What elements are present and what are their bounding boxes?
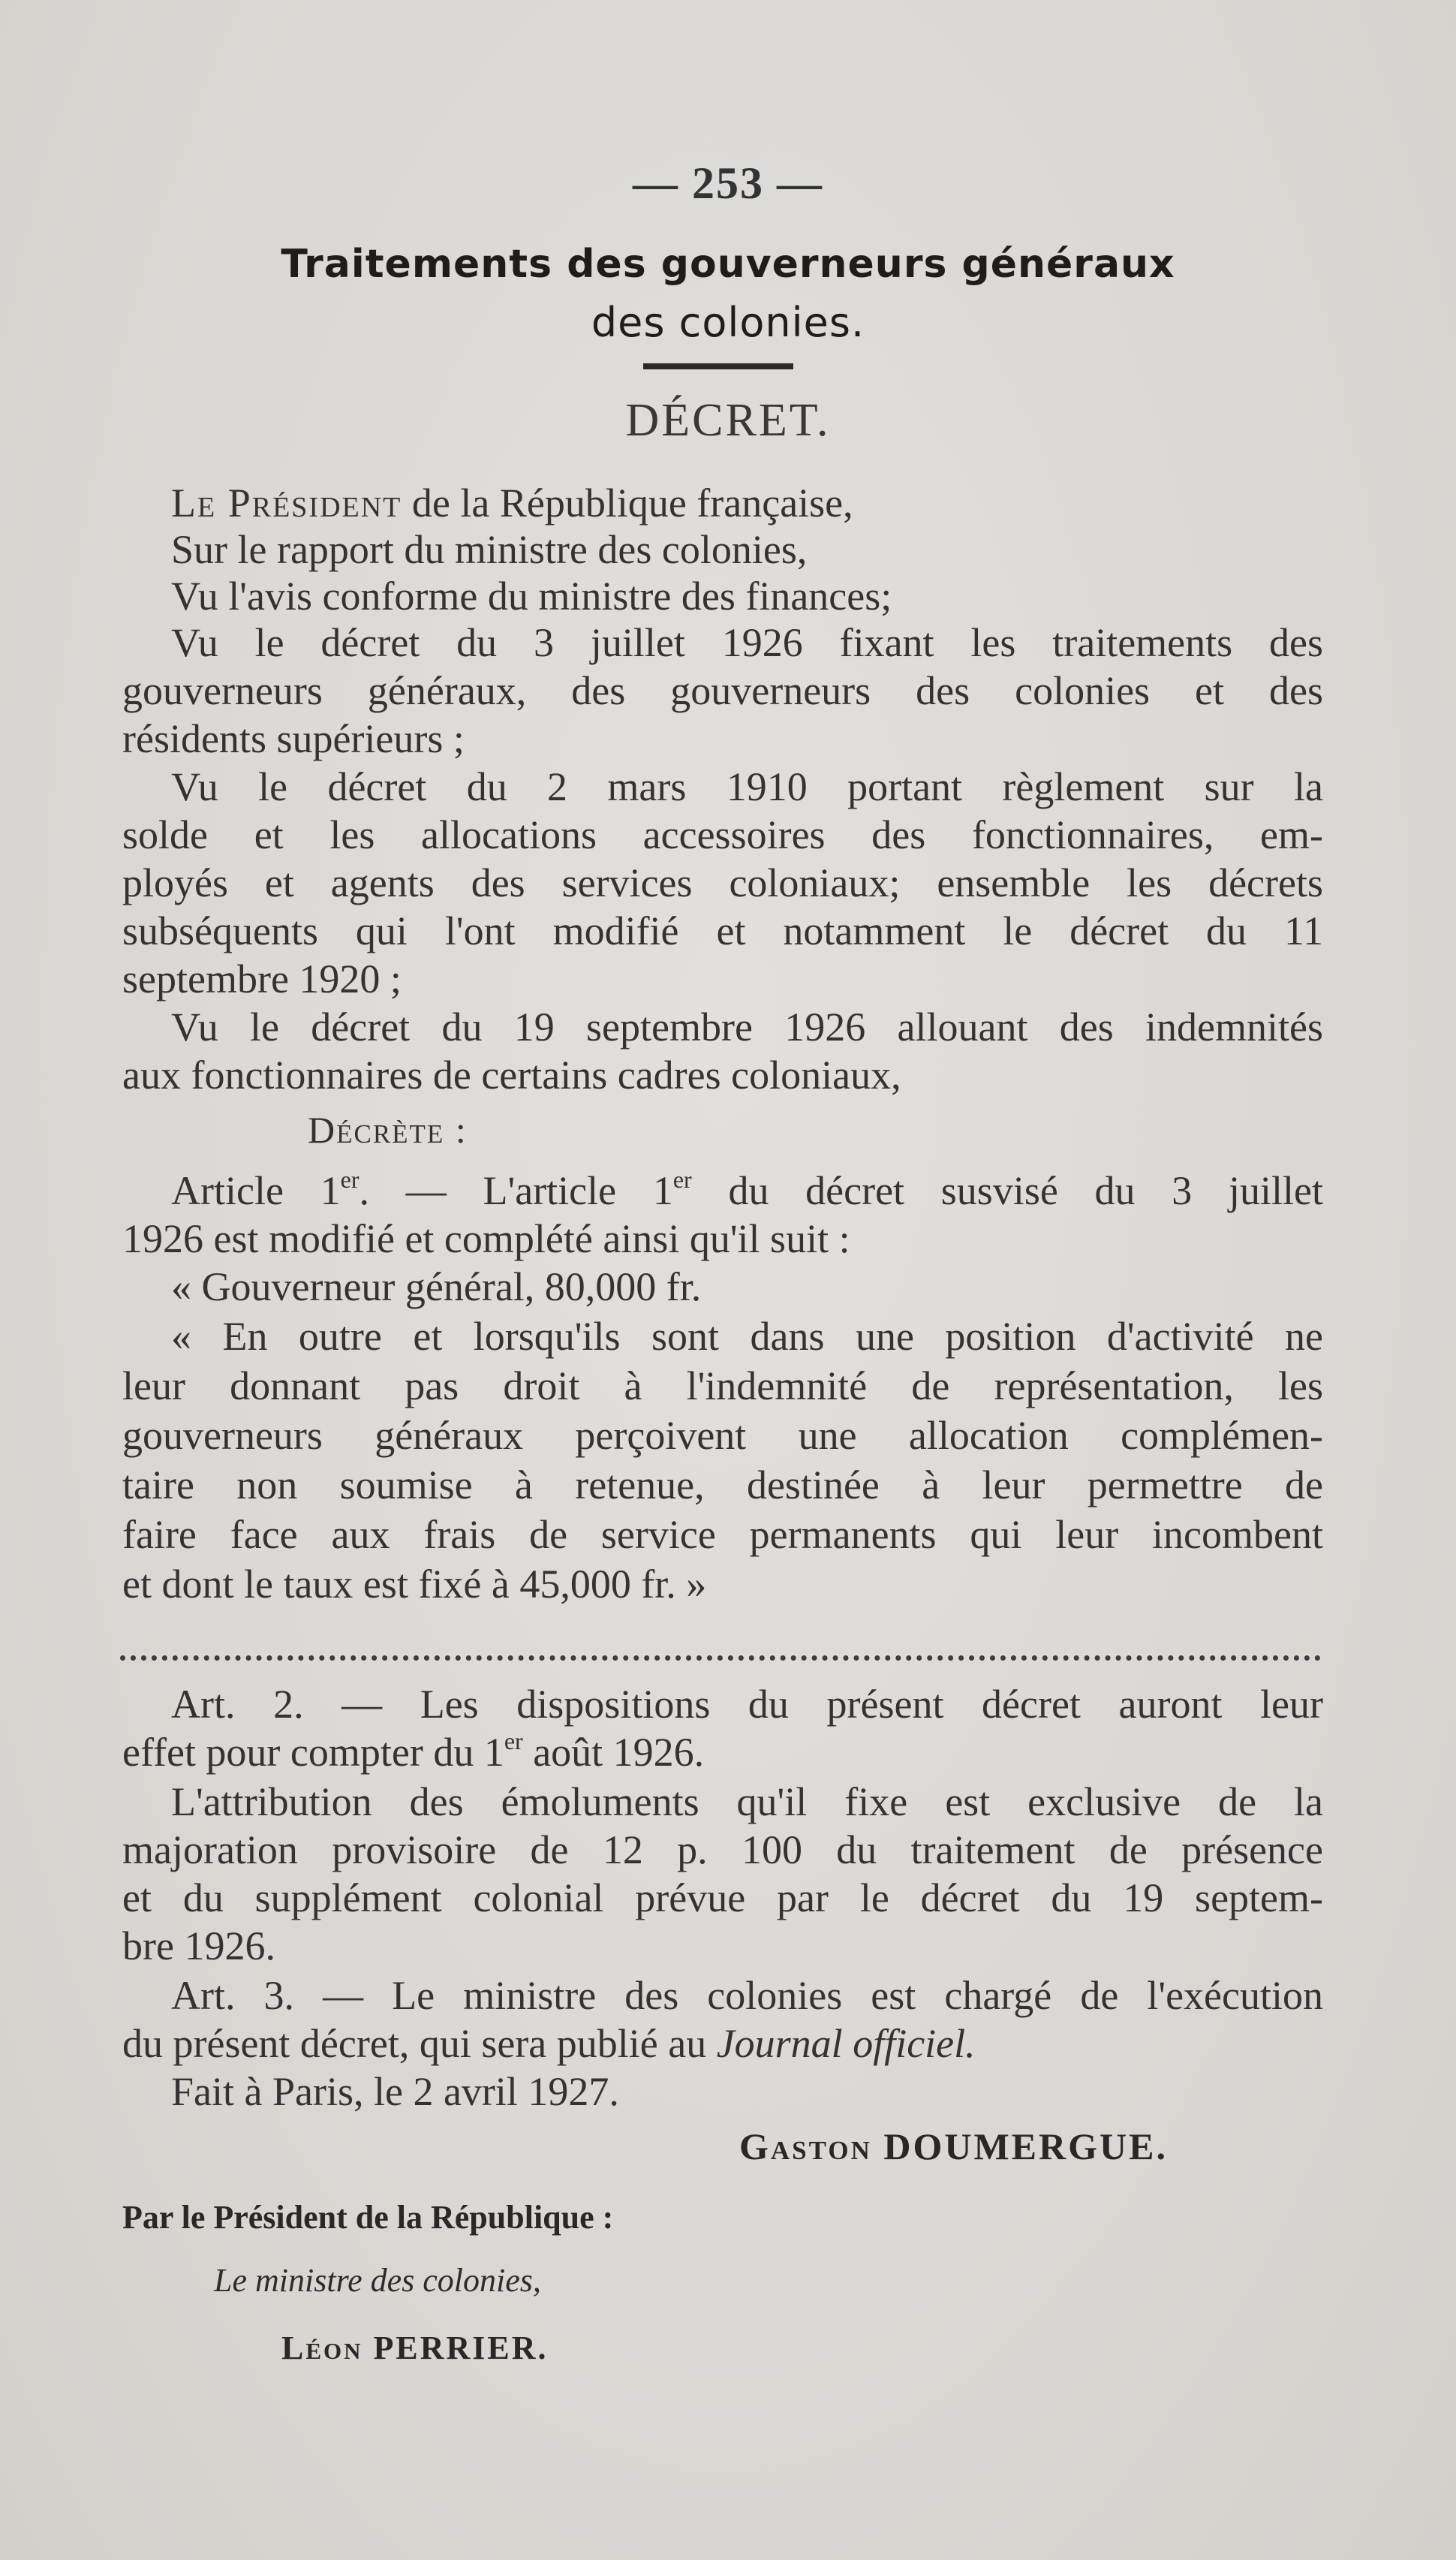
title-rule (643, 363, 793, 369)
ellipsis-separator (120, 1655, 1321, 1661)
president-smallcaps: Le Président (171, 480, 402, 526)
text-line: Fait à Paris, le 2 avril 1927. (171, 2069, 619, 2114)
text-line: faire face aux frais de service permanents qui leur incombent (122, 1512, 1323, 1557)
document-title: Traitements des gouverneurs généraux (281, 242, 1175, 287)
decrees-heading: Décrète : (308, 1109, 468, 1151)
text-span: . — L'article 1 (359, 1168, 673, 1213)
preamble-line (171, 480, 853, 526)
minister-name: Léon PERRIER. (281, 2330, 549, 2366)
text-line: « Gouverneur général, 80,000 fr. (171, 1264, 702, 1309)
president-rest: de la République française, (402, 480, 853, 526)
text-line: taire non soumise à retenue, destinée à leur permettre de (122, 1462, 1323, 1507)
article-2-effect-line (122, 1727, 705, 1775)
text-line: résidents supérieurs ; (122, 716, 465, 761)
text-span: effet pour compter du 1 (122, 1730, 504, 1775)
minister-title: Le ministre des colonies, (214, 2262, 541, 2299)
text-line: 1926 est modifié et complété ainsi qu'il suit : (122, 1216, 850, 1261)
text-line: bre 1926. (122, 1923, 275, 1968)
text-line: leur donnant pas droit à l'indemnité de représentation, les (122, 1363, 1323, 1408)
text-span: août 1926. (522, 1730, 705, 1775)
text-line: « En outre et lorsqu'ils sont dans une position d'activité ne (171, 1314, 1323, 1359)
text-line: Vu le décret du 3 juillet 1926 fixant les traitements des (171, 620, 1323, 665)
text-line: Sur le rapport du ministre des colonies, (171, 527, 808, 572)
text-line: et dont le taux est fixé à 45,000 fr. » (122, 1562, 707, 1607)
text-line: gouverneurs généraux perçoivent une allocation complémen- (122, 1413, 1323, 1458)
text-line: Vu le décret du 19 septembre 1926 allouant des indemnités (171, 1004, 1323, 1050)
journal-officiel: Journal officiel. (716, 2021, 976, 2066)
decree-heading: DÉCRET. (625, 395, 831, 446)
text-line: subséquents qui l'ont modifié et notamment le décret du 11 (122, 908, 1323, 953)
document-title-continued: des colonies. (591, 299, 865, 346)
text-span: du décret susvisé du 3 juillet (691, 1168, 1323, 1213)
by-president: Par le Président de la République : (122, 2199, 614, 2236)
text-line: majoration provisoire de 12 p. 100 du traitement de présence (122, 1827, 1323, 1872)
superscript: er (340, 1166, 359, 1193)
superscript: er (672, 1166, 692, 1193)
text-line: Vu le décret du 2 mars 1910 portant règlement sur la (171, 764, 1323, 809)
article-3-publish-line (122, 2021, 976, 2066)
article-1-line (171, 1168, 1323, 1213)
text-line: solde et les allocations accessoires des fonctionnaires, em- (122, 812, 1323, 857)
signature: Gaston DOUMERGUE. (739, 2125, 1168, 2167)
text-line: Art. 3. — Le ministre des colonies est chargé de l'exécution (171, 1973, 1323, 2018)
text-line: L'attribution des émoluments qu'il fixe est exclusive de la (171, 1779, 1323, 1824)
text-line: aux fonctionnaires de certains cadres coloniaux, (122, 1053, 901, 1098)
text-line: gouverneurs généraux, des gouverneurs des colonies et des (122, 668, 1323, 713)
text-line: Art. 2. — Les dispositions du présent décret auront leur (171, 1682, 1323, 1727)
text-span: du présent décret, qui sera publié au (122, 2021, 717, 2066)
text-line: Vu l'avis conforme du ministre des finances; (171, 574, 892, 619)
text-line: et du supplément colonial prévue par le décret du 19 septem- (122, 1875, 1323, 1920)
text-line: ployés et agents des services coloniaux; ensemble les décrets (122, 860, 1323, 905)
page-number: — 253 — (633, 158, 823, 208)
superscript: er (504, 1727, 523, 1754)
text-line: septembre 1920 ; (122, 956, 402, 1001)
article-1-label: Article 1 (171, 1168, 341, 1213)
